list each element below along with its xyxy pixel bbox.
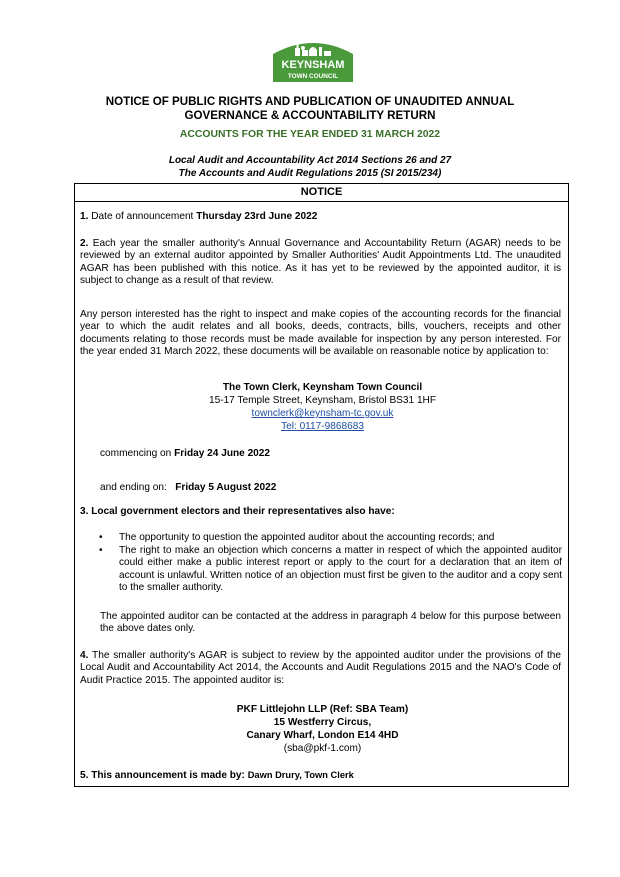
section-1 bbox=[80, 211, 561, 223]
auditor-contact-paragraph: The appointed auditor can be contacted at the address in paragraph 4 below for this purpose between the above dates only. bbox=[100, 611, 561, 635]
auditor-email: (sba@pkf-1.com) bbox=[283, 743, 362, 754]
contact-address: 15-17 Temple Street, Keynsham, Bristol BS31 1HF bbox=[208, 395, 437, 406]
logo-line-2: TOWN COUNCIL bbox=[287, 73, 339, 80]
commencing-date: Friday 24 June 2022 bbox=[174, 448, 271, 459]
keynsham-town-council-logo bbox=[269, 38, 357, 82]
auditor-address-2: Canary Wharf, London E14 4HD bbox=[246, 730, 399, 741]
announcement-date: Thursday 23rd June 2022 bbox=[196, 211, 318, 222]
section-2 bbox=[80, 238, 561, 288]
section-5 bbox=[80, 769, 561, 782]
bullet-item-1 bbox=[99, 532, 562, 544]
section-2-text: Each year the smaller authority's Annual Governance and Accountability Return (AGAR) needs to be reviewed by an external auditor appointed by Smaller Authorities' Audit Appointments Ltd. The unaudited AGAR has been published with this notice. As it has yet to be reviewed by the appointed auditor, it is subject to change as a result of that review. bbox=[80, 238, 561, 287]
auditor-address-1: 15 Westferry Circus, bbox=[273, 717, 372, 728]
section-4 bbox=[80, 650, 561, 687]
notice-header: NOTICE bbox=[75, 184, 568, 202]
ending-label: and ending on: bbox=[100, 482, 167, 493]
contact-tel-row bbox=[75, 421, 570, 433]
notice-title-line-1: NOTICE OF PUBLIC RIGHTS AND PUBLICATION OF UNAUDITED ANNUAL bbox=[105, 95, 515, 108]
logo-graphic bbox=[269, 38, 357, 82]
bullet-item-1-text: The opportunity to question the appointed auditor about the accounting records; and bbox=[119, 532, 495, 543]
inspection-paragraph: Any person interested has the right to inspect and make copies of the accounting records for the financial year to which the audit relates and all books, deeds, contracts, bills, vouchers, receipts and other documents relating to those records must be made available for inspection by any person interested. For the year ended 31 March 2022, these documents will be available on reasonable notice by application to: bbox=[80, 309, 561, 358]
legislation-line-1: Local Audit and Accountability Act 2014 Sections 26 and 27 bbox=[168, 155, 452, 166]
contact-name: The Town Clerk, Keynsham Town Council bbox=[222, 382, 423, 393]
bullet-icon: • bbox=[99, 545, 103, 556]
contact-tel-link[interactable]: Tel: 0117-9868683 bbox=[281, 421, 364, 432]
ending-date: Friday 5 August 2022 bbox=[175, 482, 277, 493]
contact-email-row bbox=[75, 408, 570, 420]
notice-title-line-2: GOVERNANCE & ACCOUNTABILITY RETURN bbox=[184, 109, 436, 122]
contact-email-link[interactable]: townclerk@keynsham-tc.gov.uk bbox=[251, 408, 394, 419]
auditor-name: PKF Littlejohn LLP (Ref: SBA Team) bbox=[236, 704, 409, 715]
section-2-number: 2. bbox=[80, 238, 89, 249]
bullet-item-2-text: The right to make an objection which concerns a matter in respect of which the appointed auditor could either make a public interest report or apply to the court for a declaration that an item of account is unlawful. Written notice of an objection must first be given to the auditor and a copy sent to the smaller authority. bbox=[119, 545, 562, 594]
bullet-icon: • bbox=[99, 532, 103, 543]
commencing-row bbox=[100, 448, 540, 460]
ending-row bbox=[100, 482, 540, 494]
section-1-number: 1. bbox=[80, 211, 89, 222]
accounts-year-heading: ACCOUNTS FOR THE YEAR ENDED 31 MARCH 2022 bbox=[179, 129, 441, 140]
section-5-label: 5. This announcement is made by: bbox=[80, 770, 245, 781]
bullet-item-2 bbox=[99, 545, 562, 595]
section-4-number: 4. bbox=[80, 650, 89, 661]
announcer-name: Dawn Drury, Town Clerk bbox=[247, 770, 354, 780]
section-4-text: The smaller authority's AGAR is subject to review by the appointed auditor under the provisions of the Local Audit and Accountability Act 2014, the Accounts and Audit Regulations 2015 and the NAO's Code of Audit Practice 2015. The appointed auditor is: bbox=[80, 650, 561, 686]
commencing-label: commencing on bbox=[100, 448, 172, 459]
section-1-text: Date of announcement bbox=[91, 211, 194, 222]
legislation-line-2: The Accounts and Audit Regulations 2015 (SI 2015/234) bbox=[178, 168, 442, 179]
logo-line-1: KEYNSHAM bbox=[281, 59, 345, 71]
notice-box bbox=[74, 183, 569, 787]
section-3-heading: 3. Local government electors and their representatives also have: bbox=[80, 506, 395, 517]
